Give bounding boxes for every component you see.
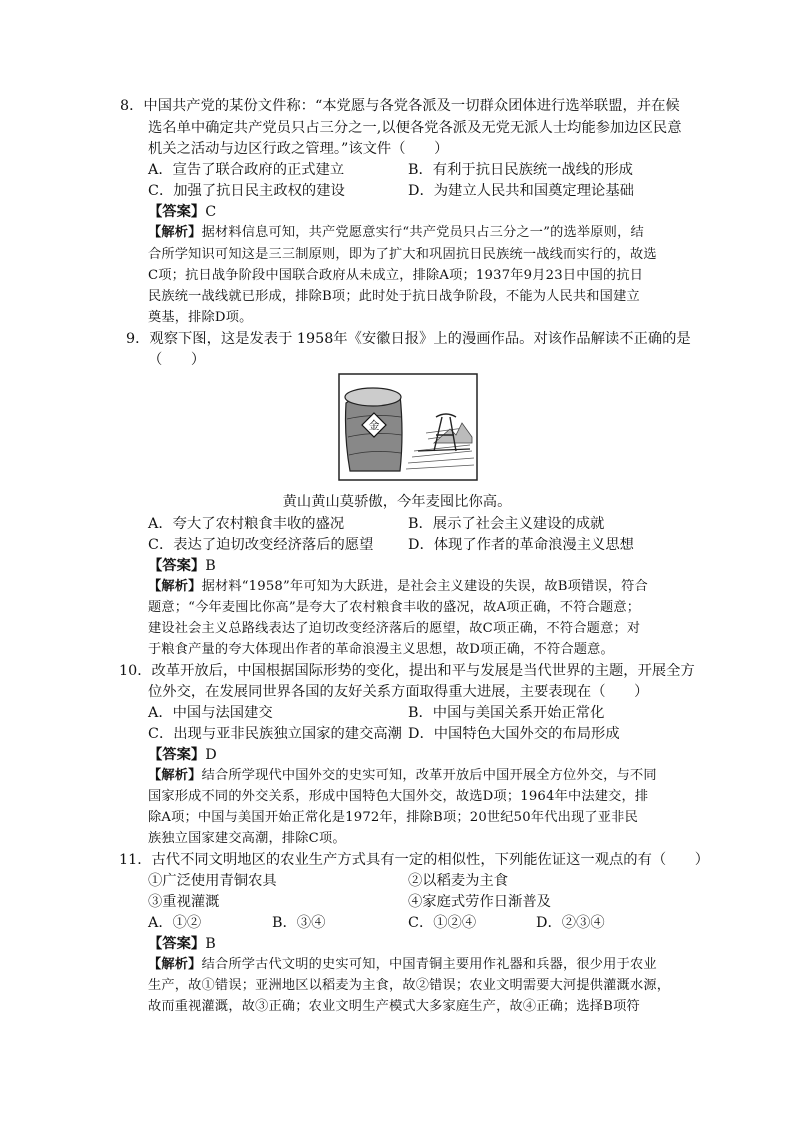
q9-option-c: C．表达了迫切改变经济落后的愿望 [148,537,374,553]
q8-option-a: A．宣告了联合政府的正式建立 [148,162,345,178]
q9-explanation-line-3: 建设社会主义总路线表达了迫切改变经济落后的愿望，故C项正确，不符合题意；对 [148,621,641,636]
q8-option-d: D．为建立人民共和国奠定理论基础 [408,183,634,199]
answer-value: B [205,558,216,574]
explanation-tag: 【解析】 [148,225,202,240]
q10-explanation-line-3: 除A项；中国与美国开始正常化是1972年，排除B项；20世纪50年代出现了亚非民 [148,810,638,825]
answer-value: C [205,204,217,220]
q10-answer [148,745,217,765]
explanation-tag: 【解析】 [148,579,202,594]
explanation-text: 结合所学现代中国外交的史实可知，改革开放后中国开展全方位外交，与不同 [201,768,657,783]
q8-explanation-line-3: C项；抗日战争阶段中国联合政府从未成立，排除A项；1937年9月23日中国的抗日 [148,268,644,283]
q10-explanation-line-2: 国家形成不同的外交关系，形成中国特色大国外交，故选D项；1964年中法建交，排 [148,789,649,804]
q8-explanation-line-5: 奠基，排除D项。 [148,310,253,325]
q11-item-4: ④家庭式劳作日渐普及 [408,894,551,910]
q11-option-d: D．②③④ [536,915,605,931]
cartoon-sign-text: 金 [368,419,380,432]
q11-option-b: B．③④ [272,915,326,931]
cartoon-caption: 黄山黄山莫骄傲，今年麦囤比你高。 [282,494,512,510]
q9-explanation-line-2: 题意；“今年麦囤比你高”是夸大了农村粮食丰收的盛况，故A项正确，不符合题意； [148,600,641,615]
q11-item-2: ②以稻麦为主食 [408,873,509,889]
q10-stem-line-1: 10．改革开放后，中国根据国际形势的变化，提出和平与发展是当代世界的主题，开展全方 [119,663,695,679]
q11-stem-line-1: 11．古代不同文明地区的农业生产方式具有一定的相似性，下列能佐证这一观点的有（ ） [119,852,710,868]
q10-option-d: D．中国特色大国外交的布局形成 [408,726,620,742]
q8-option-b: B．有利于抗日民族统一战线的形成 [408,162,633,178]
q11-option-c: C．①②④ [408,915,477,931]
q8-explanation-line-2: 合所学知识可知这是三三制原则，即为了扩大和巩固抗日民族统一战线而实行的，故选 [148,247,657,262]
q11-item-3: ③重视灌溉 [148,894,220,910]
answer-value: D [205,747,217,763]
q10-explanation-line-4: 族独立国家建交高潮，排除C项。 [148,831,346,846]
answer-tag: 【答案】 [148,558,206,574]
q8-option-c: C．加强了抗日民主政权的建设 [148,183,345,199]
q11-item-1: ①广泛使用青铜农具 [148,873,277,889]
q9-answer [148,556,216,576]
q10-option-c: C．出现与亚非民族独立国家的建交高潮 [148,726,402,742]
explanation-tag: 【解析】 [148,957,202,972]
explanation-text: 结合所学古代文明的史实可知，中国青铜主要用作礼器和兵器，很少用于农业 [201,957,657,972]
q9-explanation-line-1 [148,577,648,597]
cartoon-image [338,373,478,481]
answer-tag: 【答案】 [148,204,206,220]
q11-explanation-line-2: 生产，故①错误；亚洲地区以稻麦为主食，故②错误；农业文明需要大河提供灌溉水源， [148,978,671,993]
q11-explanation-line-1 [148,955,657,975]
q11-option-a: A．①② [148,915,202,931]
q10-stem-line-2: 位外交，在发展同世界各国的友好关系方面取得重大进展，主要表现在（ ） [148,684,649,700]
q8-explanation-line-4: 民族统一战线就已形成，排除B项；此时处于抗日战争阶段，不能为人民共和国建立 [148,289,640,304]
answer-value: B [205,936,216,952]
q9-option-b: B．展示了社会主义建设的成就 [408,516,605,532]
explanation-text: 据材料“1958”年可知为大跃进，是社会主义建设的失误，故B项错误，符合 [201,579,648,594]
explanation-text: 据材料信息可知，共产党愿意实行“共产党员只占三分之一”的选举原则，结 [201,225,644,240]
q9-stem-line-2: （ ） [148,352,206,368]
q8-explanation-line-1 [148,223,644,243]
q9-option-d: D．体现了作者的革命浪漫主义思想 [408,537,634,553]
q11-explanation-line-3: 故而重视灌溉，故③正确；农业文明生产模式大多家庭生产，故④正确；选择B项符 [148,999,640,1014]
explanation-tag: 【解析】 [148,768,202,783]
q8-stem-line-3: 机关之活动与边区行政之管理。”该文件（ ） [148,141,449,157]
q8-stem-line-2: 选名单中确定共产党员只占三分之一,以便各党各派及无党无派人士均能参加边区民意 [148,120,682,136]
q10-explanation-line-1 [148,766,657,786]
q10-option-b: B．中国与美国关系开始正常化 [408,705,605,721]
q9-explanation-line-4: 于粮食产量的夸大体现出作者的革命浪漫主义思想，故D项正确，不符合题意。 [148,642,614,657]
answer-tag: 【答案】 [148,747,206,763]
q9-stem-line-1: 9．观察下图，这是发表于 1958年《安徽日报》上的漫画作品。对该作品解读不正确的是 [126,331,691,347]
q8-stem-line-1: 8．中国共产党的某份文件称：“本党愿与各党各派及一切群众团体进行选举联盟，并在候 [120,98,680,114]
q9-option-a: A．夸大了农村粮食丰收的盛况 [148,516,345,532]
q8-answer [148,202,216,222]
q10-option-a: A．中国与法国建交 [148,705,273,721]
q11-answer [148,934,216,954]
answer-tag: 【答案】 [148,936,206,952]
